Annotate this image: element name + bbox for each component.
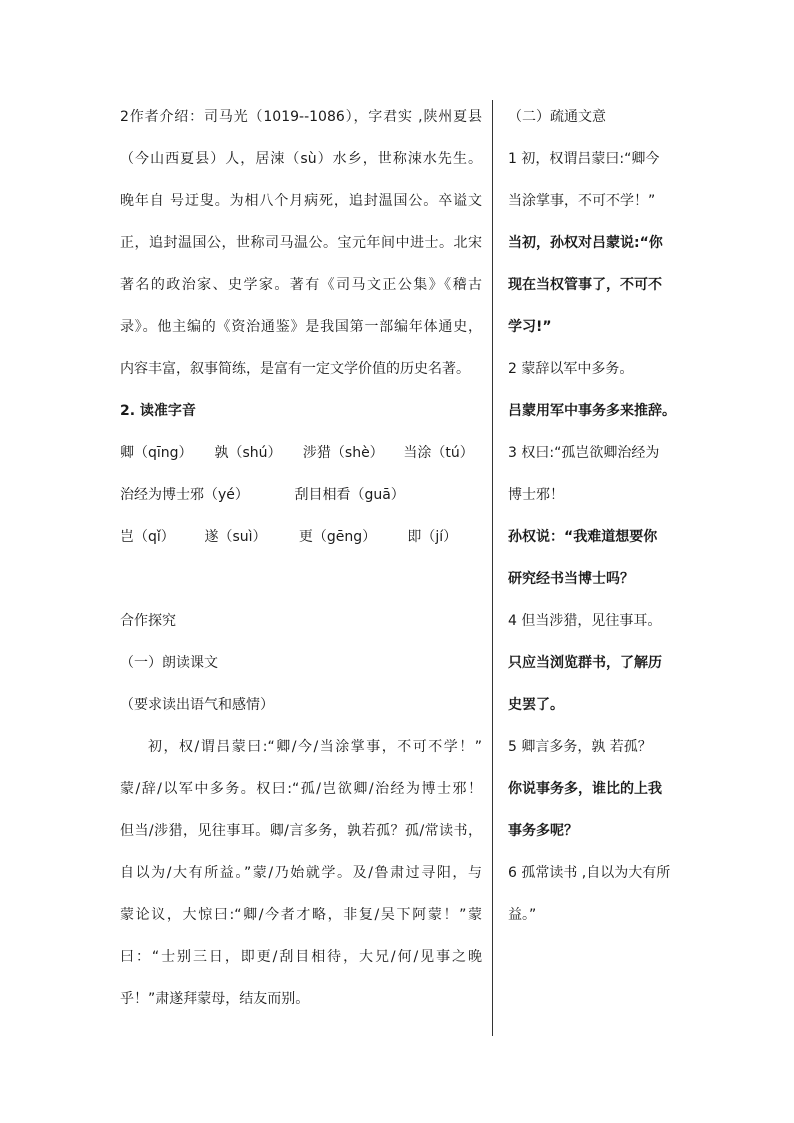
- text-line: 自以为/大有所益。”蒙/乃始就学。及/鲁肃过寻阳，与: [120, 865, 482, 881]
- intro-line: 2作者介绍：司马光（1019--1086），字君实 ,陕州夏县: [120, 109, 482, 125]
- translation-line: 孙权说：“我难道想要你: [508, 529, 658, 545]
- pinyin-item: 卿（qīng）: [120, 445, 193, 461]
- intro-line: 录》。他主编的《资治通鉴》是我国第一部编年体通史，: [120, 319, 482, 335]
- pinyin-item: 治经为博士邪（yé）: [120, 487, 249, 503]
- intro-line: 正，追封温国公，世称司马温公。宝元年间中进士。北宋: [120, 235, 482, 251]
- translation-line: 只应当浏览群书，了解历: [508, 655, 662, 671]
- pinyin-item: 涉猎（shè）: [302, 445, 384, 461]
- part2-title: （二）疏通文意: [508, 109, 606, 125]
- source-line: 2 蒙辞以军中多务。: [508, 361, 634, 377]
- translation-line: 现在当权管事了，不可不: [508, 277, 662, 293]
- intro-line: 晚年自 号迂叟。为相八个月病死，追封温国公。卒谥文: [120, 193, 482, 209]
- author-intro: [120, 100, 482, 394]
- pinyin-item: 更（gēng）: [298, 529, 377, 545]
- column-divider: [492, 100, 493, 1036]
- text-line: 乎！”肃遂拜蒙母，结友而别。: [120, 991, 310, 1007]
- left-column: [120, 100, 482, 1024]
- explore-title: 合作探究: [120, 613, 176, 629]
- translation-line: 研究经书当博士吗？: [508, 571, 634, 587]
- pinyin-item: 孰（shú）: [214, 445, 282, 461]
- reading-section-title: 2. 读准字音: [120, 403, 196, 419]
- text-line: 初，权/谓吕蒙曰:“卿/今/当涂掌事，不可不学！”: [148, 739, 482, 755]
- text-line: 曰：“士别三日，即更/刮目相待，大兄/何/见事之晚: [120, 949, 482, 965]
- pinyin-row: [120, 478, 482, 520]
- translation-line: 你说事务多，谁比的上我: [508, 781, 662, 797]
- intro-line: 著名的政治家、史学家。著有《司马文正公集》《稽古: [120, 277, 482, 293]
- pinyin-row: [120, 436, 482, 478]
- translation-line: 吕蒙用军中事务多来推辞。: [508, 403, 676, 419]
- source-line: 6 孤常读书 ,自以为大有所: [508, 865, 671, 881]
- classical-text: [120, 730, 482, 1024]
- translation-line: 史罢了。: [508, 697, 564, 713]
- source-line: 当涂掌事，不可不学！”: [508, 193, 656, 209]
- translation-line: 事务多呢？: [508, 823, 578, 839]
- source-line: 5 卿言多务，孰 若孤？: [508, 739, 652, 755]
- intro-line: （今山西夏县）人，居涑（sù）水乡，世称涑水先生。: [120, 151, 482, 167]
- right-column: [508, 100, 686, 940]
- text-line: 但当/涉猎，见往事耳。卿/言多务，孰若孤？孤/常读书，: [120, 823, 482, 839]
- translation-list: [508, 142, 686, 940]
- translation-line: 学习!”: [508, 319, 552, 335]
- text-line: 蒙/辞/以军中多务。权曰:“孤/岂欲卿/治经为博士邪！: [120, 781, 482, 797]
- pinyin-item: 遂（suì）: [204, 529, 267, 545]
- part1-requirement: （要求读出语气和感情）: [120, 697, 274, 713]
- source-line: 1 初，权谓吕蒙曰:“卿今: [508, 151, 660, 167]
- source-line: 4 但当涉猎，见往事耳。: [508, 613, 662, 629]
- source-line: 益。”: [508, 907, 537, 923]
- pinyin-row: [120, 520, 482, 562]
- pinyin-item: 岂（qǐ）: [120, 529, 175, 545]
- pinyin-item: 即（jí）: [407, 529, 458, 545]
- text-line: 蒙论议，大惊曰:“卿/今者才略，非复/吴下阿蒙！”蒙: [120, 907, 482, 923]
- intro-line: 内容丰富，叙事简练，是富有一定文学价值的历史名著。: [120, 361, 470, 377]
- pinyin-item: 当涂（tú）: [403, 445, 474, 461]
- source-line: 3 权曰:“孤岂欲卿治经为: [508, 445, 660, 461]
- pinyin-item: 刮目相看（guā）: [294, 487, 405, 503]
- translation-line: 当初，孙权对吕蒙说:“你: [508, 235, 663, 251]
- part1-title: （一）朗读课文: [120, 655, 218, 671]
- source-line: 博士邪！: [508, 487, 564, 503]
- spacer: [120, 562, 482, 604]
